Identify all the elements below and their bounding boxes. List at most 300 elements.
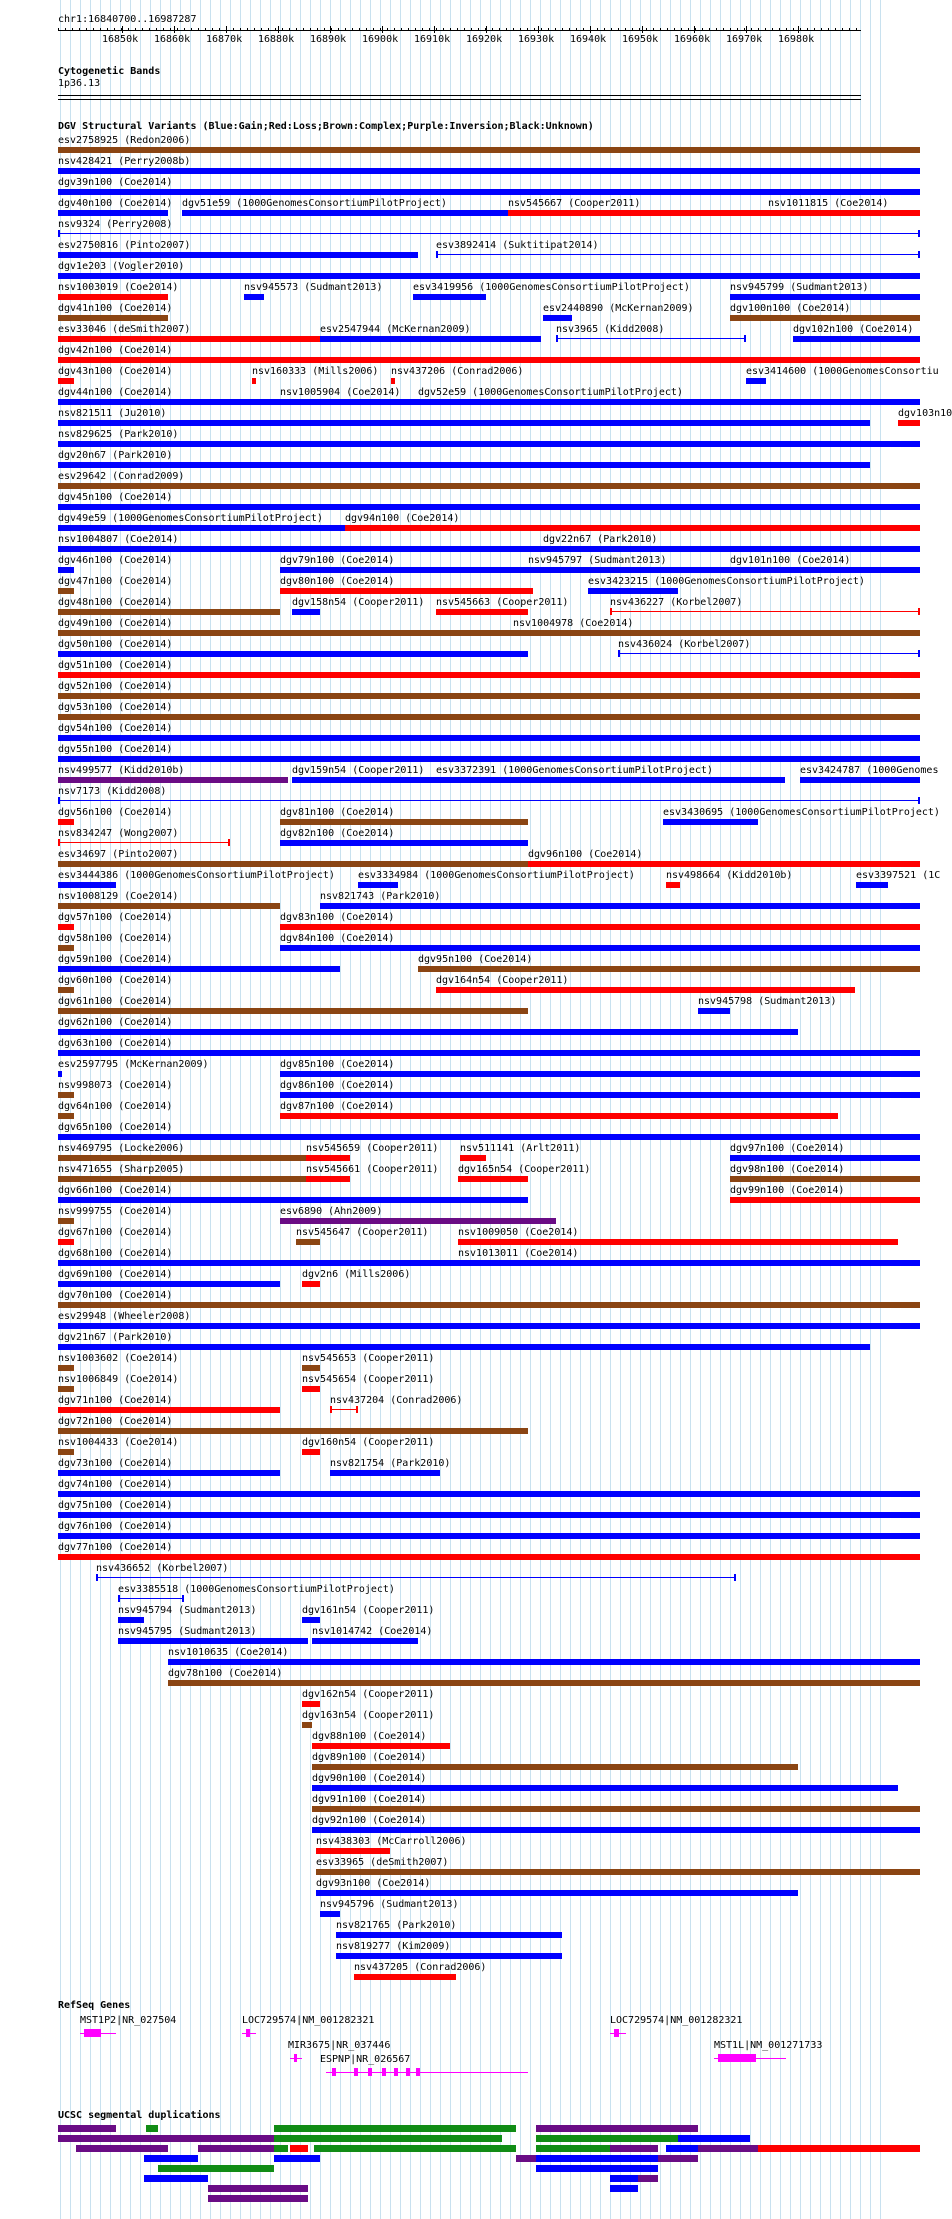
variant-label: esv2597795 (McKernan2009) <box>58 1059 209 1070</box>
ruler-minor-tick <box>611 28 612 31</box>
ruler-minor-tick <box>170 28 171 31</box>
variant-label: dgv163n54 (Cooper2011) <box>302 1710 435 1721</box>
ruler-minor-tick <box>198 28 199 31</box>
variant-bar <box>58 1323 920 1329</box>
variant-label: nsv1011815 (Coe2014) <box>768 198 889 209</box>
variant-label: nsv9324 (Perry2008) <box>58 219 173 230</box>
ruler-tick-label: 16960k <box>674 34 711 45</box>
gene-label: LOC729574|NM_001282321 <box>610 2015 743 2026</box>
ruler-minor-tick <box>793 28 794 31</box>
segdup-bar <box>678 2135 750 2142</box>
variant-bar <box>280 840 528 846</box>
gene-intron <box>242 2033 256 2034</box>
variant-label: dgv71n100 (Coe2014) <box>58 1395 173 1406</box>
ruler-minor-tick <box>317 28 318 31</box>
segdup-bar <box>58 2135 274 2142</box>
segdup-bar <box>274 2125 516 2132</box>
ruler-minor-tick <box>240 28 241 31</box>
ruler-minor-tick <box>737 28 738 31</box>
variant-label: dgv159n54 (Cooper2011) <box>292 765 425 776</box>
ruler-minor-tick <box>219 28 220 31</box>
segdup-bar <box>168 2175 208 2182</box>
ruler-minor-tick <box>751 28 752 31</box>
ruler-tick-label: 16980k <box>778 34 815 45</box>
variant-bar <box>280 945 920 951</box>
variant-bar <box>58 1491 920 1497</box>
variant-label: dgv44n100 (Coe2014) <box>58 387 173 398</box>
variant-end <box>330 1406 332 1413</box>
gene-label: ESPNP|NR_026567 <box>320 2054 411 2065</box>
variant-label: dgv161n54 (Cooper2011) <box>302 1605 435 1616</box>
grid-line <box>530 0 531 2219</box>
ruler-minor-tick <box>142 28 143 31</box>
variant-bar <box>58 252 418 258</box>
variant-label: nsv1003019 (Coe2014) <box>58 282 179 293</box>
ruler-minor-tick <box>744 28 745 31</box>
grid-line <box>210 0 211 2219</box>
ruler-minor-tick <box>688 28 689 31</box>
ruler-minor-tick <box>772 28 773 31</box>
variant-bar <box>58 693 920 699</box>
segdup-bar <box>144 2175 168 2182</box>
ruler-minor-tick <box>597 28 598 31</box>
ruler-minor-tick <box>632 28 633 31</box>
ruler-minor-tick <box>828 28 829 31</box>
ruler-minor-tick <box>800 28 801 31</box>
ruler-minor-tick <box>765 28 766 31</box>
ruler-tick <box>382 26 383 33</box>
variant-label: dgv72n100 (Coe2014) <box>58 1416 173 1427</box>
variant-end <box>918 251 920 258</box>
variant-bar <box>543 315 572 321</box>
variant-bar <box>730 1155 920 1161</box>
segdup-bar <box>76 2145 128 2152</box>
variant-bar <box>280 1092 920 1098</box>
variant-bar <box>58 1050 920 1056</box>
variant-bar <box>312 1764 798 1770</box>
variant-label: esv2440890 (McKernan2009) <box>543 303 694 314</box>
variant-bar <box>58 651 528 657</box>
ruler-minor-tick <box>338 28 339 31</box>
segdup-bar <box>536 2145 610 2152</box>
grid-line <box>200 0 201 2219</box>
variant-label: dgv96n100 (Coe2014) <box>528 849 643 860</box>
ruler-minor-tick <box>72 28 73 31</box>
ruler-minor-tick <box>625 28 626 31</box>
variant-bar <box>458 1176 528 1182</box>
ruler-minor-tick <box>205 28 206 31</box>
ruler-tick-label: 16920k <box>466 34 503 45</box>
variant-bar <box>302 1281 320 1287</box>
variant-label: dgv53n100 (Coe2014) <box>58 702 173 713</box>
variant-label: dgv89n100 (Coe2014) <box>312 1752 427 1763</box>
variant-label: nsv821511 (Ju2010) <box>58 408 167 419</box>
variant-bar <box>58 1197 528 1203</box>
ruler-minor-tick <box>149 28 150 31</box>
ruler-minor-tick <box>849 28 850 31</box>
variant-bar <box>280 819 528 825</box>
ruler-minor-tick <box>471 28 472 31</box>
variant-bar <box>58 630 920 636</box>
variant-bar <box>58 819 74 825</box>
ruler-minor-tick <box>261 28 262 31</box>
variant-label: dgv160n54 (Cooper2011) <box>302 1437 435 1448</box>
variant-bar <box>280 1113 838 1119</box>
variant-label: dgv46n100 (Coe2014) <box>58 555 173 566</box>
variant-bar <box>436 609 528 615</box>
segdup-bar <box>610 2145 658 2152</box>
variant-label: nsv829625 (Park2010) <box>58 429 179 440</box>
variant-end <box>58 797 60 804</box>
ruler-minor-tick <box>499 28 500 31</box>
grid-line <box>730 0 731 2219</box>
variant-label: dgv60n100 (Coe2014) <box>58 975 173 986</box>
ruler-minor-tick <box>646 28 647 31</box>
variant-bar <box>296 1239 320 1245</box>
ruler-minor-tick <box>723 28 724 31</box>
ruler-minor-tick <box>660 28 661 31</box>
segdup-bar <box>358 2145 516 2152</box>
variant-label: dgv56n100 (Coe2014) <box>58 807 173 818</box>
ruler-tick <box>434 26 435 33</box>
variant-bar <box>58 924 74 930</box>
ruler-minor-tick <box>786 28 787 31</box>
segdup-bar <box>536 2125 698 2132</box>
segdup-bar <box>198 2145 274 2152</box>
variant-bar <box>58 1365 74 1371</box>
ruler-minor-tick <box>464 28 465 31</box>
ruler-minor-tick <box>604 28 605 31</box>
variant-bar <box>280 399 348 405</box>
variant-bar <box>391 378 395 384</box>
gene-label: LOC729574|NM_001282321 <box>242 2015 375 2026</box>
ruler-minor-tick <box>835 28 836 31</box>
segdup-bar <box>516 2155 536 2162</box>
gene-label: MIR3675|NR_037446 <box>288 2040 391 2051</box>
variant-bar <box>280 567 528 573</box>
ruler-minor-tick <box>394 28 395 31</box>
ruler-minor-tick <box>695 28 696 31</box>
variant-bar <box>856 882 888 888</box>
variant-bar <box>58 861 528 867</box>
variant-label: dgv98n100 (Coe2014) <box>730 1164 845 1175</box>
variant-bar <box>58 567 74 573</box>
ruler-minor-tick <box>380 28 381 31</box>
variant-label: dgv81n100 (Coe2014) <box>280 807 395 818</box>
variant-end <box>918 608 920 615</box>
ruler-minor-tick <box>191 28 192 31</box>
variant-label: dgv49n100 (Coe2014) <box>58 618 173 629</box>
variant-label: nsv945797 (Sudmant2013) <box>528 555 667 566</box>
variant-bar <box>58 336 320 342</box>
segdup-bar <box>168 2155 198 2162</box>
segdup-bar <box>698 2145 758 2152</box>
ruler-minor-tick <box>842 28 843 31</box>
variant-label: nsv998073 (Coe2014) <box>58 1080 173 1091</box>
variant-label: dgv76n100 (Coe2014) <box>58 1521 173 1532</box>
ruler-tick <box>122 26 123 33</box>
variant-bar <box>418 966 920 972</box>
variant-label: dgv48n100 (Coe2014) <box>58 597 173 608</box>
variant-label: nsv437206 (Conrad2006) <box>391 366 524 377</box>
grid-line <box>720 0 721 2219</box>
variant-bar <box>58 756 920 762</box>
variant-label: dgv90n100 (Coe2014) <box>312 1773 427 1784</box>
variant-label: nsv545667 (Cooper2011) <box>508 198 641 209</box>
ruler-minor-tick <box>282 28 283 31</box>
variant-label: esv3334984 (1000GenomesConsortiumPilotProject) <box>358 870 635 881</box>
variant-label: nsv945573 (Sudmant2013) <box>244 282 383 293</box>
grid-line <box>500 0 501 2219</box>
variant-label: esv3424787 (1000Genomes <box>800 765 939 776</box>
variant-label: dgv82n100 (Coe2014) <box>280 828 395 839</box>
variant-end <box>118 1595 120 1602</box>
cytoband-label: 1p36.13 <box>58 78 101 89</box>
variant-bar <box>458 1239 898 1245</box>
variant-label: dgv21n67 (Park2010) <box>58 1332 173 1343</box>
variant-label: dgv102n100 (Coe2014) <box>793 324 914 335</box>
ruler-minor-tick <box>65 28 66 31</box>
variant-label: esv3419956 (1000GenomesConsortiumPilotProject) <box>413 282 690 293</box>
variant-label: nsv1004978 (Coe2014) <box>513 618 634 629</box>
variant-bar <box>280 1218 556 1224</box>
ruler-minor-tick <box>233 28 234 31</box>
variant-label: dgv55n100 (Coe2014) <box>58 744 173 755</box>
variant-label: nsv1013011 (Coe2014) <box>458 1248 579 1259</box>
variant-label: dgv22n67 (Park2010) <box>543 534 658 545</box>
variant-end <box>228 839 230 846</box>
variant-label: nsv436652 (Korbel2007) <box>96 1563 229 1574</box>
segdup-bar <box>610 2155 658 2162</box>
variant-bar <box>58 1386 74 1392</box>
variant-label: dgv103n10 <box>898 408 952 419</box>
grid-line <box>520 0 521 2219</box>
variant-label: dgv66n100 (Coe2014) <box>58 1185 173 1196</box>
variant-bar <box>306 1155 350 1161</box>
variant-line <box>58 800 920 801</box>
ruler-minor-tick <box>730 28 731 31</box>
variant-label: dgv59n100 (Coe2014) <box>58 954 173 965</box>
variant-label: nsv945799 (Sudmant2013) <box>730 282 869 293</box>
variant-bar <box>330 1470 440 1476</box>
ruler-tick <box>538 26 539 33</box>
variant-bar <box>508 210 768 216</box>
variant-label: nsv436024 (Korbel2007) <box>618 639 751 650</box>
variant-label: nsv1010635 (Coe2014) <box>168 1647 289 1658</box>
variant-label: dgv63n100 (Coe2014) <box>58 1038 173 1049</box>
gene-exon <box>394 2068 398 2076</box>
grid-line <box>740 0 741 2219</box>
ruler-minor-tick <box>513 28 514 31</box>
ruler-minor-tick <box>436 28 437 31</box>
variant-label: nsv1009050 (Coe2014) <box>458 1227 579 1238</box>
ruler-minor-tick <box>681 28 682 31</box>
grid-line <box>710 0 711 2219</box>
variant-label: dgv2n6 (Mills2006) <box>302 1269 411 1280</box>
ruler-minor-tick <box>415 28 416 31</box>
variant-end <box>744 335 746 342</box>
segdup-bar <box>274 2145 288 2152</box>
variant-end <box>58 839 60 846</box>
ruler-tick <box>174 26 175 33</box>
variant-label: dgv64n100 (Coe2014) <box>58 1101 173 1112</box>
ruler-minor-tick <box>478 28 479 31</box>
variant-bar <box>320 1911 340 1917</box>
ruler-tick <box>746 26 747 33</box>
segdup-bar <box>198 2165 274 2172</box>
gene-exon <box>354 2068 358 2076</box>
variant-bar <box>58 525 345 531</box>
ruler-minor-tick <box>527 28 528 31</box>
variant-label: dgv77n100 (Coe2014) <box>58 1542 173 1553</box>
ruler-minor-tick <box>156 28 157 31</box>
segdup-bar <box>758 2145 920 2152</box>
grid-line <box>490 0 491 2219</box>
track-divider <box>58 99 861 100</box>
gene-exon <box>382 2068 386 2076</box>
variant-bar <box>306 1176 350 1182</box>
ruler-tick <box>694 26 695 33</box>
grid-line <box>480 0 481 2219</box>
ruler-minor-tick <box>289 28 290 31</box>
variant-bar <box>513 630 596 636</box>
variant-bar <box>793 336 920 342</box>
variant-bar <box>746 378 766 384</box>
variant-bar <box>730 294 920 300</box>
variant-bar <box>58 903 280 909</box>
ruler-minor-tick <box>450 28 451 31</box>
ruler-minor-tick <box>401 28 402 31</box>
variant-label: nsv1004807 (Coe2014) <box>58 534 179 545</box>
variant-bar <box>800 777 920 783</box>
segdup-bar <box>128 2145 168 2152</box>
variant-label: nsv545647 (Cooper2011) <box>296 1227 429 1238</box>
variant-label: esv3397521 (1C <box>856 870 941 881</box>
segdup-bar <box>314 2145 358 2152</box>
grid-line <box>270 0 271 2219</box>
variant-label: dgv158n54 (Cooper2011) <box>292 597 425 608</box>
variant-bar <box>730 567 920 573</box>
variant-label: dgv87n100 (Coe2014) <box>280 1101 395 1112</box>
grid-line <box>770 0 771 2219</box>
ruler-tick <box>278 26 279 33</box>
variant-bar <box>58 1470 280 1476</box>
ruler-minor-tick <box>303 28 304 31</box>
variant-label: dgv97n100 (Coe2014) <box>730 1143 845 1154</box>
segdup-bar <box>536 2155 610 2162</box>
ruler-minor-tick <box>821 28 822 31</box>
variant-label: nsv438303 (McCarroll2006) <box>316 1836 467 1847</box>
variant-bar <box>316 1890 798 1896</box>
variant-bar <box>58 714 920 720</box>
ruler-minor-tick <box>758 28 759 31</box>
variant-bar <box>436 987 855 993</box>
variant-label: dgv78n100 (Coe2014) <box>168 1668 283 1679</box>
variant-end <box>734 1574 736 1581</box>
variant-bar <box>58 1512 920 1518</box>
variant-bar <box>58 378 74 384</box>
variant-bar <box>354 1974 456 1980</box>
ruler-minor-tick <box>247 28 248 31</box>
variant-label: nsv545661 (Cooper2011) <box>306 1164 439 1175</box>
variant-label: esv29948 (Wheeler2008) <box>58 1311 191 1322</box>
variant-label: nsv945795 (Sudmant2013) <box>118 1626 257 1637</box>
grid-line <box>510 0 511 2219</box>
ruler-minor-tick <box>443 28 444 31</box>
ruler-minor-tick <box>709 28 710 31</box>
segdup-bar <box>610 2135 678 2142</box>
variant-label: nsv428421 (Perry2008b) <box>58 156 191 167</box>
variant-bar <box>58 483 920 489</box>
variant-bar <box>302 1386 320 1392</box>
gene-intron <box>610 2033 626 2034</box>
ruler-minor-tick <box>114 28 115 31</box>
variant-label: nsv945798 (Sudmant2013) <box>698 996 837 1007</box>
ruler-minor-tick <box>296 28 297 31</box>
ruler-minor-tick <box>653 28 654 31</box>
variant-bar <box>58 777 288 783</box>
segdups-title: UCSC segmental duplications <box>58 2110 221 2121</box>
variant-label: esv3892414 (Suktitipat2014) <box>436 240 599 251</box>
variant-label: dgv52e59 (1000GenomesConsortiumPilotProject) <box>418 387 683 398</box>
variant-label: nsv1006849 (Coe2014) <box>58 1374 179 1385</box>
segdup-bar <box>76 2125 116 2132</box>
variant-line <box>436 254 920 255</box>
variant-label: dgv164n54 (Cooper2011) <box>436 975 569 986</box>
variant-label: dgv73n100 (Coe2014) <box>58 1458 173 1469</box>
ruler-minor-tick <box>583 28 584 31</box>
variant-label: dgv93n100 (Coe2014) <box>316 1878 431 1889</box>
grid-line <box>230 0 231 2219</box>
ruler-minor-tick <box>639 28 640 31</box>
variant-label: esv3385518 (1000GenomesConsortiumPilotProject) <box>118 1584 395 1595</box>
ruler-minor-tick <box>667 28 668 31</box>
variant-label: dgv58n100 (Coe2014) <box>58 933 173 944</box>
ruler-minor-tick <box>366 28 367 31</box>
variant-line <box>330 1409 358 1410</box>
variant-bar <box>58 1449 74 1455</box>
variant-line <box>96 1577 736 1578</box>
variant-bar <box>666 882 680 888</box>
variant-line <box>58 233 920 234</box>
variant-label: esv34697 (Pinto2007) <box>58 849 179 860</box>
variant-label: nsv821754 (Park2010) <box>330 1458 451 1469</box>
gene-exon <box>406 2068 410 2076</box>
ruler-minor-tick <box>562 28 563 31</box>
variant-label: dgv47n100 (Coe2014) <box>58 576 173 587</box>
variant-label: esv3423215 (1000GenomesConsortiumPilotProject) <box>588 576 865 587</box>
variant-label: dgv61n100 (Coe2014) <box>58 996 173 1007</box>
grid-line <box>240 0 241 2219</box>
segdup-bar <box>158 2165 198 2172</box>
variant-label: esv2758925 (Redon2006) <box>58 135 191 146</box>
variant-bar <box>58 1218 74 1224</box>
variant-label: dgv51e59 (1000GenomesConsortiumPilotProject) <box>182 198 447 209</box>
variant-label: nsv436227 (Korbel2007) <box>610 597 743 608</box>
ruler-tick-label: 16930k <box>518 34 555 45</box>
variant-label: dgv95n100 (Coe2014) <box>418 954 533 965</box>
variant-bar <box>768 210 920 216</box>
variant-label: nsv437205 (Conrad2006) <box>354 1962 487 1973</box>
variant-label: dgv80n100 (Coe2014) <box>280 576 395 587</box>
variant-label: nsv1014742 (Coe2014) <box>312 1626 433 1637</box>
ruler-minor-tick <box>534 28 535 31</box>
variant-label: dgv86n100 (Coe2014) <box>280 1080 395 1091</box>
variant-bar <box>252 378 256 384</box>
ruler-minor-tick <box>107 28 108 31</box>
ruler-minor-tick <box>856 28 857 31</box>
variant-label: dgv65n100 (Coe2014) <box>58 1122 173 1133</box>
